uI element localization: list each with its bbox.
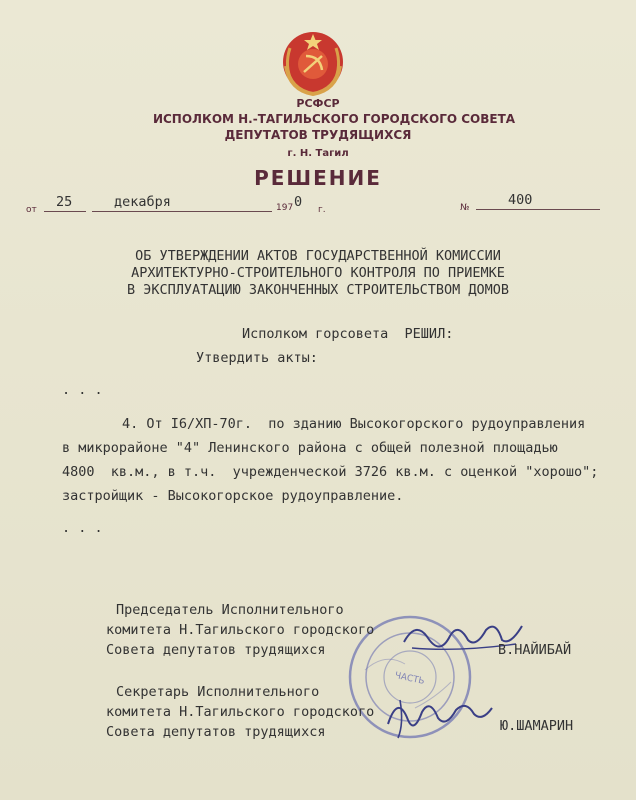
- approve-acts: Утвердить акты:: [196, 350, 318, 366]
- number-label: №: [460, 203, 470, 213]
- secretary-name: Ю.ШАМАРИН: [500, 718, 574, 734]
- secretary-title-1: Секретарь Исполнительного: [116, 684, 320, 700]
- subject-line-1: ОБ УТВЕРЖДЕНИИ АКТОВ ГОСУДАРСТВЕННОЙ КОМИССИИ: [135, 248, 501, 264]
- chair-title-2: комитета Н.Тагильского городского: [106, 622, 375, 638]
- item-line-1: 4. От I6/ХП-70г. по зданию Высокогорского рудоуправления: [122, 416, 586, 432]
- header-city: г. Н. Тагил: [287, 148, 349, 159]
- subject-line-2: АРХИТЕКТУРНО-СТРОИТЕЛЬНОГО КОНТРОЛЯ ПО ПРИЕМКЕ: [131, 265, 505, 281]
- item-line-3: 4800 кв.м., в т.ч. учрежденческой 3726 кв.м. с оценкой "хорошо";: [62, 464, 599, 480]
- document-number: 400: [508, 192, 533, 208]
- chair-name: В.НАЙИБАЙ: [498, 642, 572, 658]
- month-line: [92, 211, 272, 212]
- date-year-suffix: г.: [318, 205, 326, 215]
- date-ot-label: от: [26, 205, 37, 215]
- date-month: декабря: [114, 194, 171, 210]
- secretary-title-3: Совета депутатов трудящихся: [106, 724, 326, 740]
- document-title: РЕШЕНИЕ: [254, 166, 382, 190]
- date-day: 25: [56, 194, 73, 210]
- header-rsfsr: РСФСР: [296, 97, 340, 110]
- decision-statement: Исполком горсовета РЕШИЛ:: [242, 326, 454, 342]
- chair-title-1: Председатель Исполнительного: [116, 602, 344, 618]
- header-deputies: ДЕПУТАТОВ ТРУДЯЩИХСЯ: [224, 128, 412, 142]
- date-year-prefix: 197: [276, 203, 294, 213]
- chair-title-3: Совета депутатов трудящихся: [106, 642, 326, 658]
- day-line: [44, 211, 86, 212]
- item-line-4: застройщик - Высокогорское рудоуправление.: [62, 488, 404, 504]
- date-year-digit: 0: [294, 194, 303, 210]
- secretary-signature-icon: [378, 684, 498, 744]
- secretary-title-2: комитета Н.Тагильского городского: [106, 704, 375, 720]
- ellipsis-top: . . .: [62, 382, 103, 398]
- stamp-center-text: ЧАСТЬ: [393, 670, 426, 687]
- ellipsis-bottom: . . .: [62, 520, 103, 536]
- header-executive-committee: ИСПОЛКОМ Н.-ТАГИЛЬСКОГО ГОРОДСКОГО СОВЕТА: [152, 112, 516, 126]
- item-line-2: в микрорайоне "4" Ленинского района с общей полезной площадью: [62, 440, 558, 456]
- subject-line-3: В ЭКСПЛУАТАЦИЮ ЗАКОНЧЕННЫХ СТРОИТЕЛЬСТВОМ ДОМОВ: [126, 282, 509, 298]
- rsfsr-emblem-icon: [276, 26, 350, 98]
- number-line: [476, 209, 600, 210]
